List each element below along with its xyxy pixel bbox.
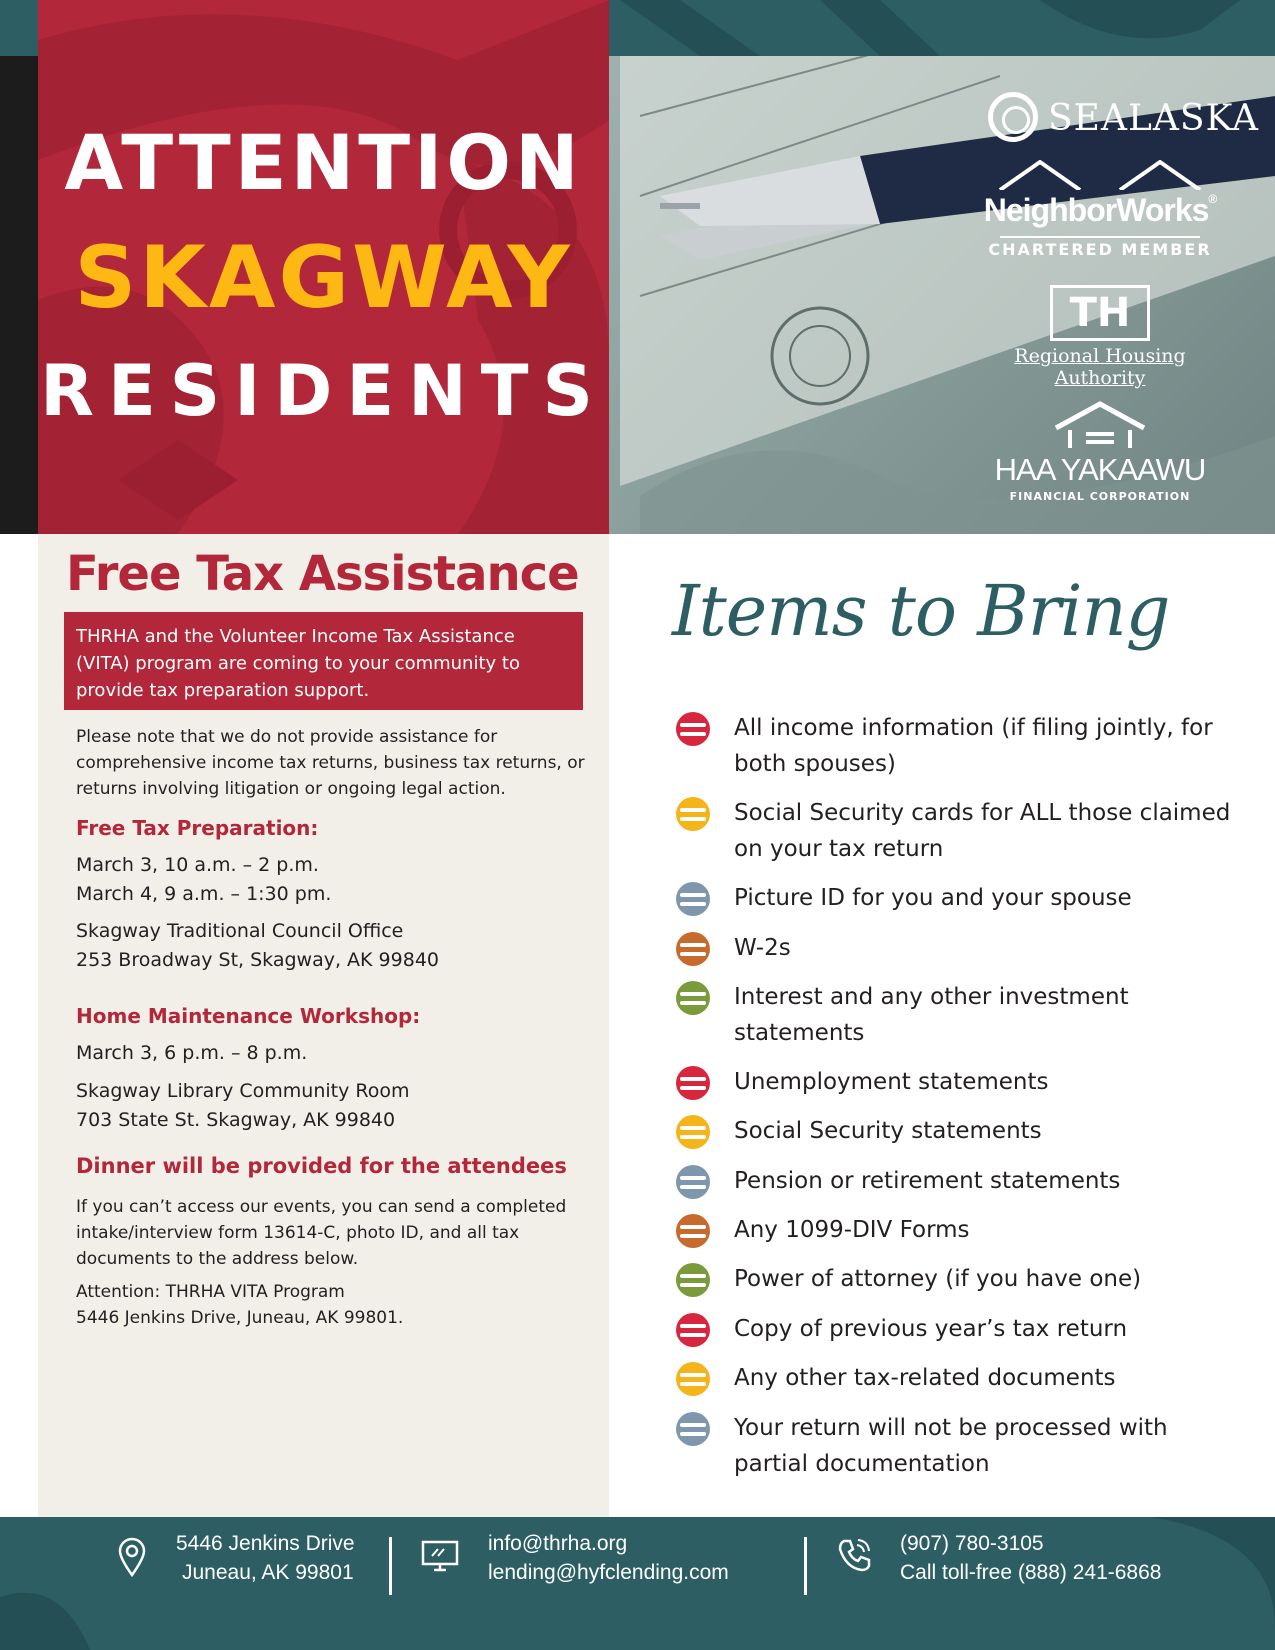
th-mark-icon: TH [1050,285,1150,341]
neighborworks-subtitle: CHARTERED MEMBER [988,240,1212,259]
formline-wave-icon [676,1165,710,1199]
formline-pattern-icon [676,1263,710,1297]
dinner-note: Dinner will be provided for the attendees [76,1154,567,1178]
title-panel [38,0,609,534]
list-item: Copy of previous year’s tax return [676,1311,1236,1391]
service-note: Please note that we do not provide assistance for comprehensive income tax returns, business tax returns, or returns involving litigation or ongoing legal action. [76,727,585,799]
prep-address: 253 Broadway St, Skagway, AK 99840 [76,949,439,971]
thrha-name: Regional Housing Authority [1014,345,1186,389]
list-item: Any other tax-related documents [676,1360,1236,1440]
workshop-address: 703 State St. Skagway, AK 99840 [76,1109,396,1131]
left-column [38,534,609,1517]
email-link-info[interactable]: info@thrha.org [488,1532,628,1555]
houses-icon [990,160,1210,190]
thrha-logo [970,285,1230,389]
mail-in-note: If you can’t access our events, you can send a completed intake/interview form 13614-C, photo ID, and all tax documents to the address below. [76,1197,567,1269]
list-item: Your return will not be processed with partial documentation [676,1410,1236,1490]
workshop-heading: Home Maintenance Workshop: [76,1004,421,1028]
neighborworks-name: NeighborWorks® [983,192,1217,228]
email-link-lending[interactable]: lending@hyfclending.com [488,1561,729,1584]
prep-date-2: March 4, 9 a.m. – 1:30 pm. [76,883,332,905]
partner-logos [960,70,1260,530]
formline-face-icon [676,1313,710,1347]
phone-icon [836,1537,872,1573]
attention-line: Attention: THRHA VITA Program [76,1282,345,1302]
list-item: Social Security cards for ALL those claimed on your tax return [676,795,1236,875]
location-pin-icon [116,1537,148,1577]
list-item: All income information (if filing jointly, for both spouses) [676,710,1236,790]
sealaska-emblem-icon [988,92,1038,142]
house-roof-icon [1050,400,1150,450]
sealaska-name: SEALASKA [1048,98,1259,139]
footer-divider [389,1537,392,1595]
computer-monitor-icon [420,1539,460,1573]
formline-pattern-icon [676,981,710,1015]
phone-link-tollfree[interactable]: Call toll-free (888) 241-6868 [900,1561,1162,1584]
intro-box [64,612,583,710]
formline-face-icon [676,712,710,746]
intro-text: THRHA and the Volunteer Income Tax Assistance (VITA) program are coming to your community to provide tax preparation support. [76,626,520,701]
formline-pattern-icon [676,932,710,966]
neighborworks-logo [980,160,1220,260]
footer-emails [488,1529,729,1587]
formline-face-icon [676,797,710,831]
attention-address: 5446 Jenkins Drive, Juneau, AK 99801. [76,1308,404,1328]
tax-prep-heading: Free Tax Preparation: [76,816,319,840]
title-skagway: SKAGWAY [74,228,573,328]
list-item: Pension or retirement statements [676,1163,1236,1243]
prep-date-1: March 3, 10 a.m. – 2 p.m. [76,854,319,876]
formline-wave-icon [676,882,710,916]
formline-wave-icon [676,1412,710,1446]
haa-yakaawu-subtitle: FINANCIAL CORPORATION [1009,490,1191,503]
formline-face-icon [676,1115,710,1149]
list-item: Picture ID for you and your spouse [676,880,1236,960]
workshop-date: March 3, 6 p.m. – 8 p.m. [76,1042,308,1064]
title-residents: RESIDENTS [40,350,607,432]
free-tax-heading: Free Tax Assistance [66,546,579,602]
title-attention: ATTENTION [64,118,583,207]
neighborworks-rule [1000,236,1200,238]
haa-yakaawu-name: HAA YAKAAWU [994,452,1206,487]
footer-phones [900,1529,1161,1587]
list-item: W-2s [676,930,1236,1010]
formline-face-icon [676,1362,710,1396]
list-item: Any 1099-DIV Forms [676,1212,1236,1292]
items-to-bring-title: Items to Bring [672,570,1170,652]
list-item: Power of attorney (if you have one) [676,1261,1236,1341]
formline-pattern-icon [676,1214,710,1248]
phone-link-local[interactable]: (907) 780-3105 [900,1532,1044,1555]
list-item: Unemployment statements [676,1064,1236,1144]
list-item: Interest and any other investment statements [676,979,1236,1059]
formline-face-icon [676,1066,710,1100]
footer-divider [804,1537,807,1595]
prep-location: Skagway Traditional Council Office [76,920,404,942]
haa-yakaawu-logo [960,400,1240,510]
workshop-location: Skagway Library Community Room [76,1080,410,1102]
footer-contact-bar [0,1517,1275,1650]
footer-address: 5446 Jenkins Drive Juneau, AK 99801 [176,1532,355,1584]
list-item: Social Security statements [676,1113,1236,1193]
sealaska-logo [976,84,1259,144]
